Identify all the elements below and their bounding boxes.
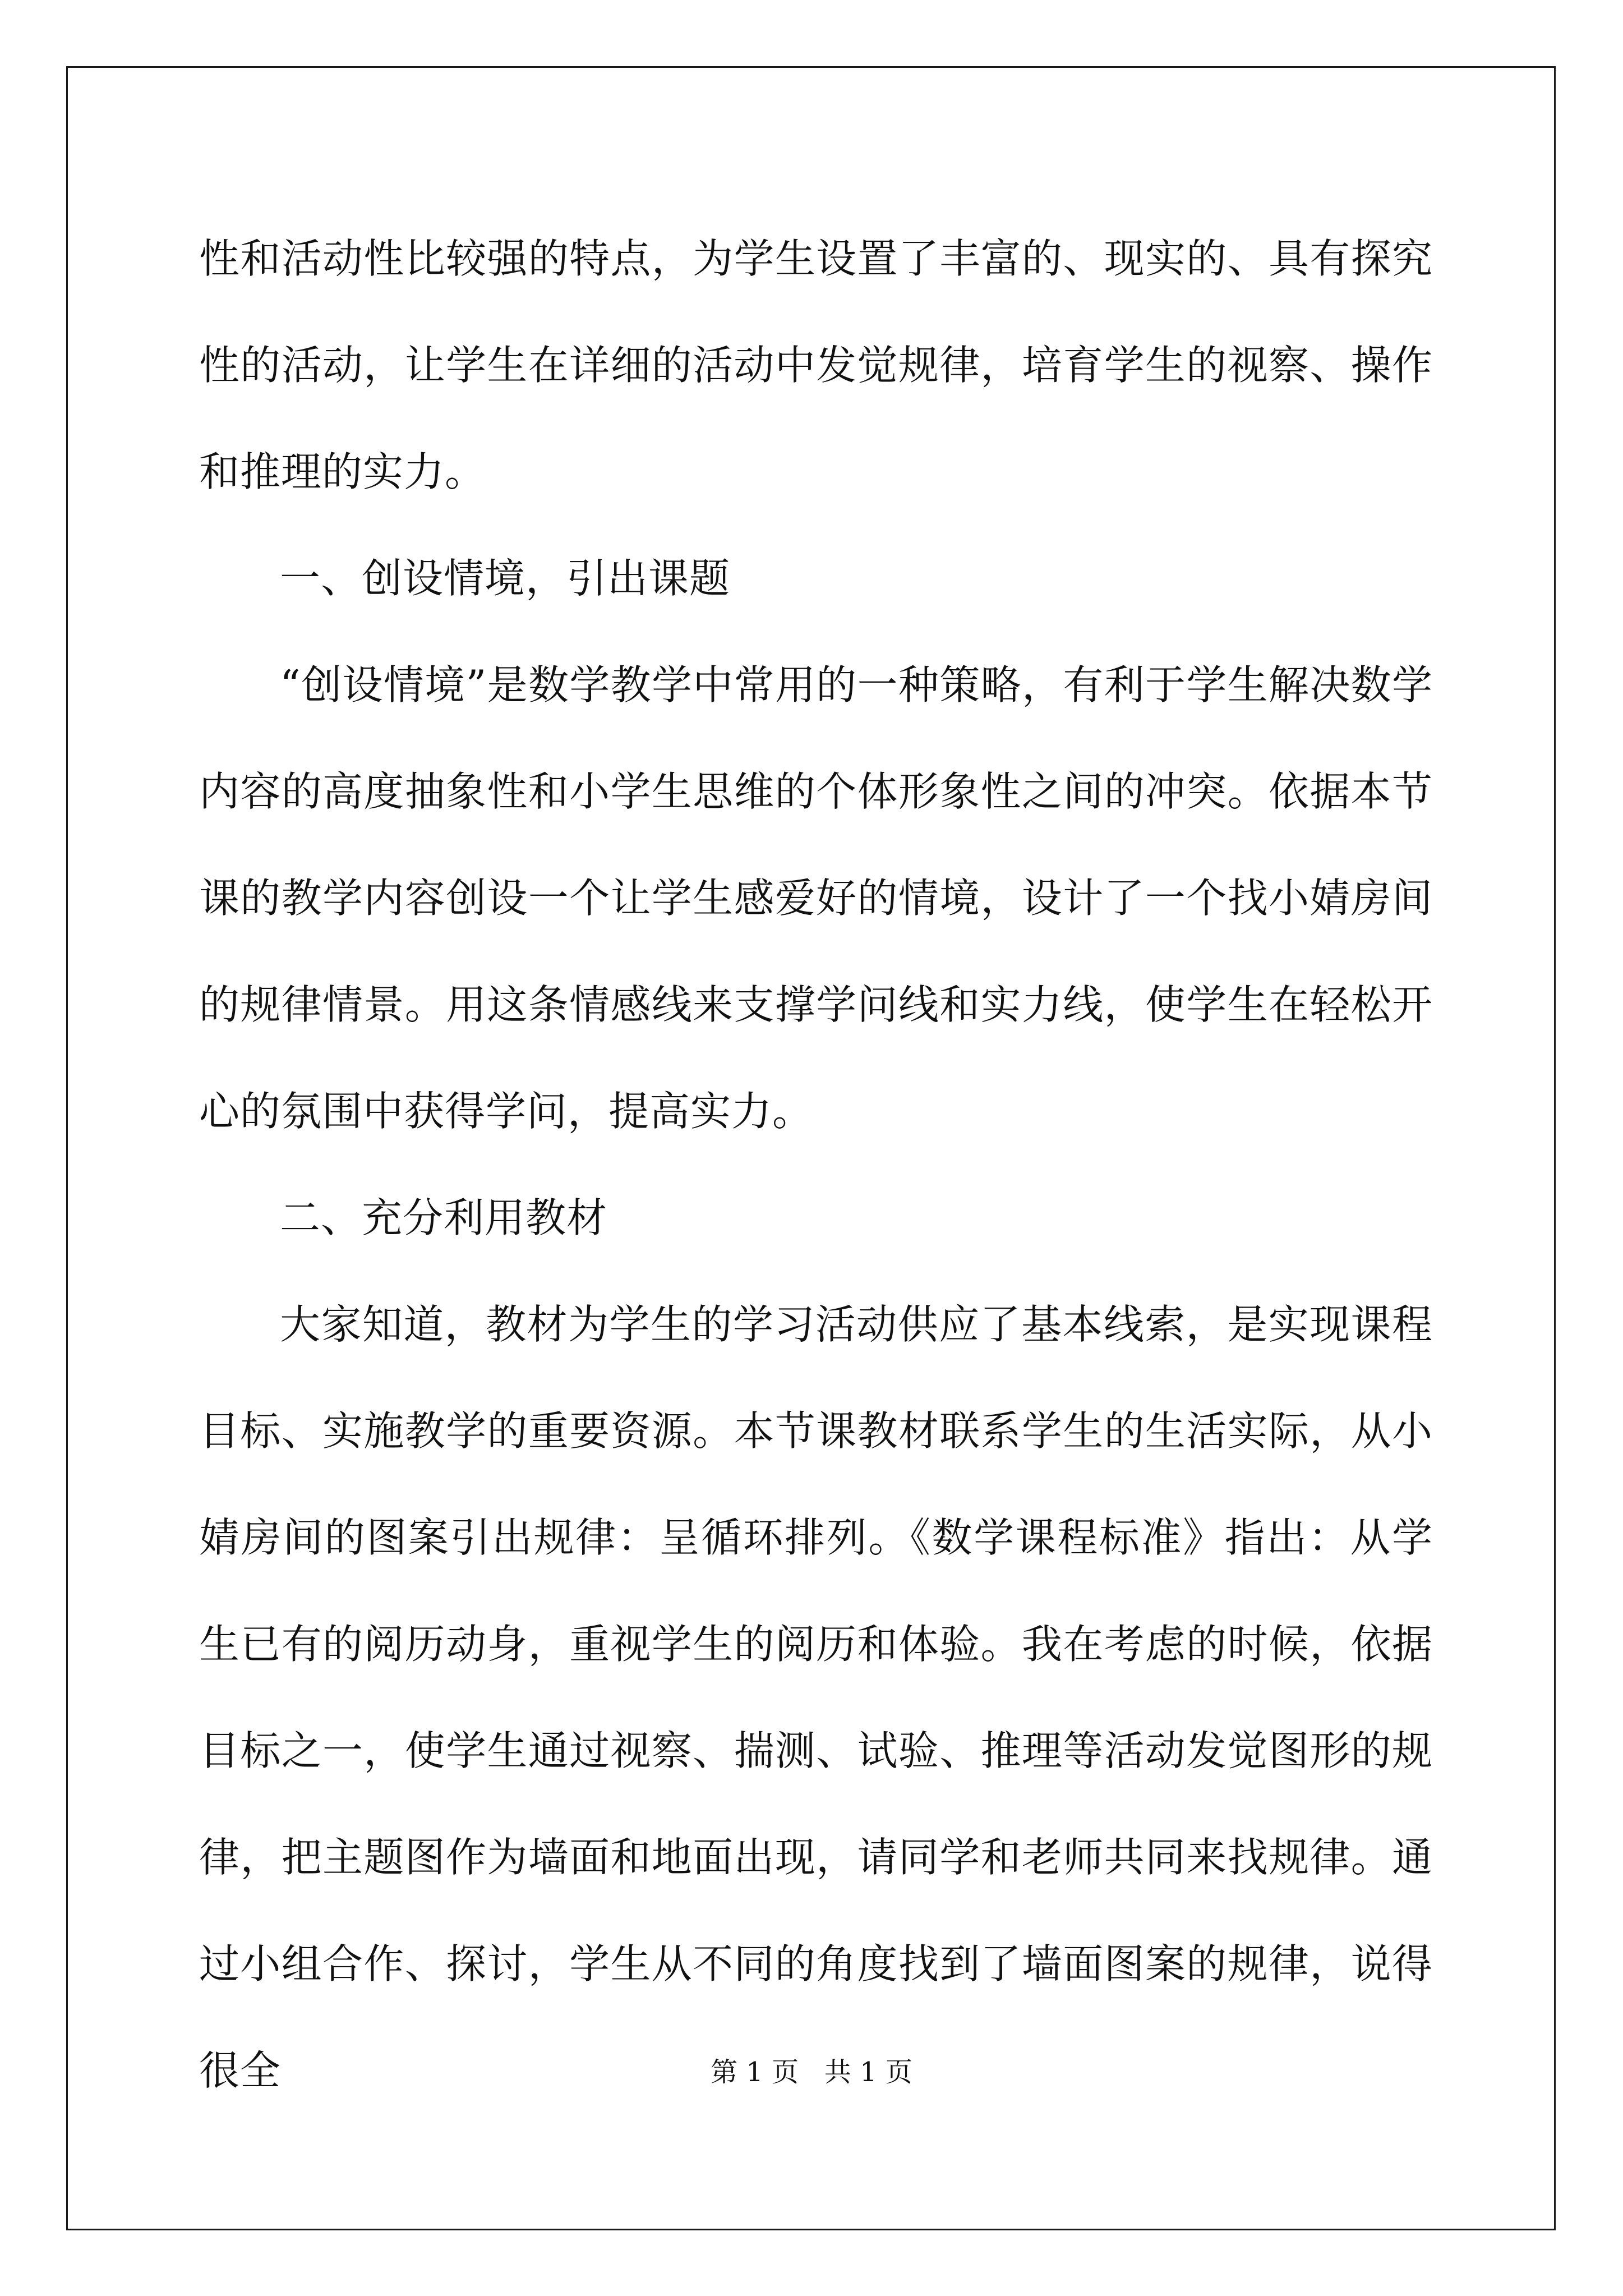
paragraph-2: “创设情境”是数学教学中常用的一种策略，有利于学生解决数学内容的高度抽象性和小学生思维的个体形象性之间的冲突。依据本节课的教学内容创设一个让学生感爱好的情境，设计了一个找小婧房间的规律情景。用这条情感线来支撑学问线和实力线，使学生在轻松开心的氛围中获得学问，提高实力。 bbox=[199, 661, 1433, 1135]
page-footer: 第 1 页 共 1 页 bbox=[711, 2056, 912, 2088]
section-heading-1: 一、创设情境，引出课题 bbox=[280, 555, 731, 602]
section-heading-2: 二、充分利用教材 bbox=[280, 1194, 608, 1241]
document-body bbox=[199, 205, 1433, 2124]
paragraph-1: 性和活动性比较强的特点，为学生设置了丰富的、现实的、具有探究性的活动，让学生在详细的活动中发觉规律，培育学生的视察、操作和推理的实力。 bbox=[199, 235, 1433, 495]
paragraph-3: 大家知道，教材为学生的学习活动供应了基本线索，是实现课程目标、实施教学的重要资源。本节课教材联系学生的生活实际，从小婧房间的图案引出规律：呈循环排列。《数学课程标准》指出：从学生已有的阅历动身，重视学生的阅历和体验。我在考虑的时候，依据目标之一，使学生通过视察、揣测、试验、推理等活动发觉图形的规律，把主题图作为墙面和地面出现，请同学和老师共同来找规律。通过小组合作、探讨，学生从不同的角度找到了墙面图案的规律，说得很全 bbox=[199, 1301, 1433, 2094]
